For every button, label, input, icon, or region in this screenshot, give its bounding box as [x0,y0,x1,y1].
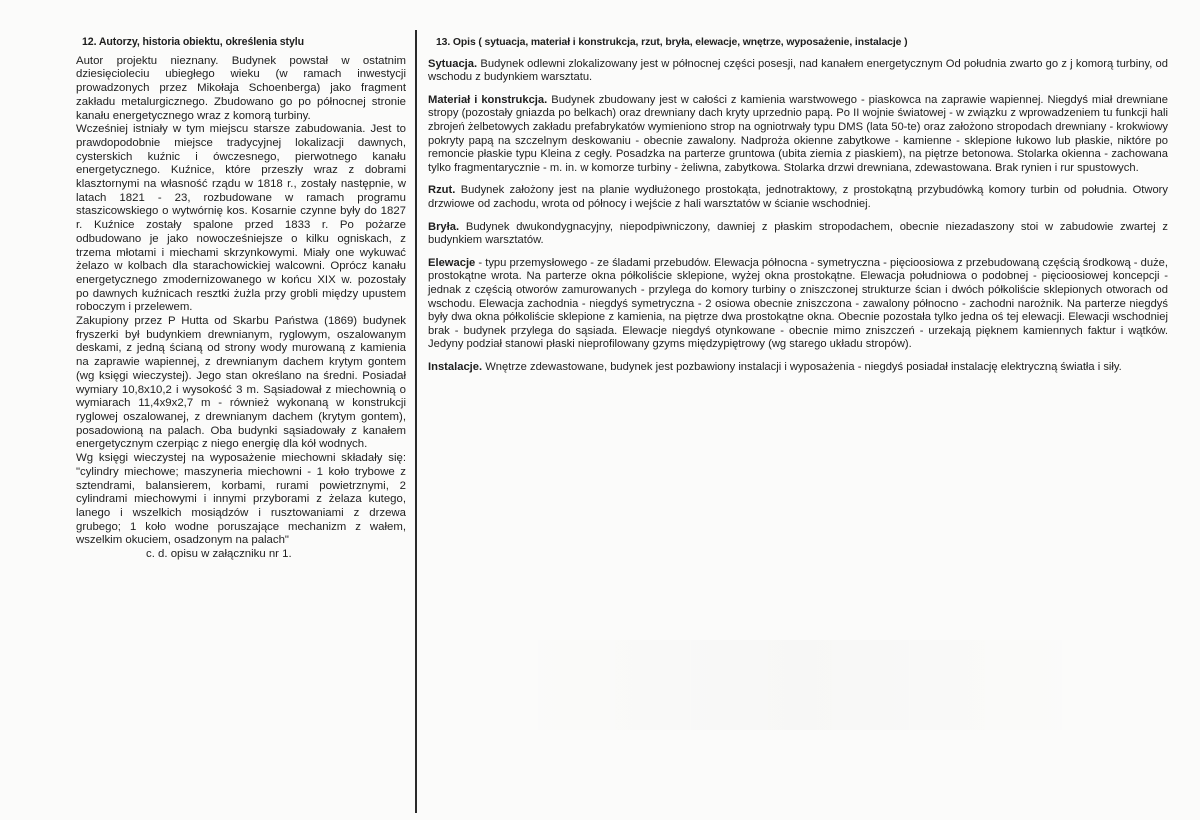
section-heading: Rzut. [428,184,456,197]
section-text: - typu przemysłowego - ze śladami przebudów. Elewacja północna - symetryczna - pięcioosiowa z przebudowaną częścią środkową - duże, prostokątne wrota. Na parterze okna półkoliście sklepione, wyżej okna prostokątne. Elewacja południowa o podobnej - pięcioosiowej koncepcji - jednak z częścią otworów zamurowanych - przylega do komory turbiny o zniszczonej strukturze ścian i dwóch półkoliście sklepionych otworach od wschodu. Elewacja zachodnia - niegdyś symetryczna - 2 osiowa obecnie zniszczona - zawalony północno - zachodni narożnik. Na parterze niegdyś były dwa okna półkoliście sklepione z kamienia, na piętrze dwa prostokątne okna. Obecnie pozostała tylko jedna oś tej elewacji. Elewacji wschodniej brak - budynek przylega do sąsiada. Elewacje niegdyś otynkowane - obecnie mimo zniszczeń - urzekają pięknem kamiennych faktur i wątków. Jedyny podział stanowi płaski nieprofilowany gzyms międzypiętrowy (wg starego układu stropów). [428,256,1168,351]
history-paragraph-1: Autor projektu nieznany. Budynek powstał w ostatnim dziesięcioleciu ubiegłego wieku (w ramach inwestycji prowadzonych przez Mikołaja Schoenberga) jako fragment zakładu metalurgicznego. Zbudowano go po północnej stronie kanału energetycznego wraz z komorą turbiny. [76,54,406,122]
section-form [428,221,1168,248]
section-heading: Materiał i konstrukcja. [428,93,548,106]
section-plan [428,184,1168,211]
history-paragraph-4: Wg księgi wieczystej na wyposażenie miechowni składały się: "cylindry miechowe; maszyneria miechowni - 1 koło trybowe z sztendrami, balansierem, korbami, rurami powietrznymi, 2 cylindrami miechowymi i innymi przyborami z żelaza kutego, lanego i wszelkich mosiądzów i rusztowaniami z drzewa grubego; 1 koło wodne poruszające mechanizm z wałem, wszelkim okuciem, osadzonym na palach" [76,452,406,547]
history-column [76,36,406,562]
section-text: Budynek odlewni zlokalizowany jest w północnej części posesji, nad kanałem energetycznym Od południa zwarto go z j komorą turbiny, od wschodu z budynkiem warsztatu. [428,57,1168,84]
section-elevations [428,257,1168,352]
section-situation [428,58,1168,85]
section-text: Budynek zbudowany jest w całości z kamienia warstwowego - piaskowca na zaprawie wapiennej. Niegdyś miał drewniane stropy (pozostały gniazda po belkach) oraz drewniany dach kryty uprzednio papą. Po II wojnie światowej - w związku z wprowadzeniem tu funkcji hali zbrojeń żelbetowych zakładu prefabrykatów wymieniono strop na ogniotrwały typu DMS (lata 50-te) oraz założono stropodach drewniany - krokwiowy pokryty papą na szczelnym deskowaniu - obecnie zawalony. Nadproża okienne zabytkowe - kamienne - sklepione łukowo lub płaskie, niktóre po remoncie płaskie typu Kleina z cegły. Posadzka na parterze gruntowa (ubita ziemia z piaskiem), na piętrze betonowa. Stolarka okienna - zachowana tylko fragmentarycznie - m. in. w komorze turbiny - żeliwna, zabytkowa. Stolarka drzwi drewniana, zdewastowana. Brak rynien i rur spustowych. [428,93,1169,174]
history-paragraph-3: Zakupiony przez P Hutta od Skarbu Państwa (1869) budynek fryszerki był budynkiem drewnianym, ryglowym, oszalowanym deskami, z jedną ścianą od strony wody murowaną z kamienia na zaprawie wapiennej, z drewnianym dachem krytym gontem (wg księgi wieczystej). Jego stan określano na średni. Posiadał wymiary 10,8x10,2 i wysokość 3 m. Sąsiadował z miechownią o wymiarach 11,4x9x2,7 m - również wykonaną w konstrukcji ryglowej oszalowanej, z drewnianym dachem (krytym gontem), posadowioną na palach. Oba budynki sąsiadowały z kanałem energetycznym czerpiąc z niego energię dla kół wodnych. [76,315,406,451]
section-heading: Elewacje [428,256,476,269]
history-closing-note: c. d. opisu w załączniku nr 1. [146,548,292,561]
section-text: Budynek dwukondygnacyjny, niepodpiwniczony, dawniej z płaskim stropodachem, obecnie niezadaszony stoi w zabudowie zwartej z budynkiem warsztatów. [428,220,1168,247]
description-title: 13. Opis ( sytuacja, materiał i konstrukcja, rzut, bryła, elewacje, wnętrze, wyposażenie, instalacje ) [436,37,908,48]
section-heading: Bryła. [428,220,460,233]
description-column [428,36,1168,383]
history-paragraph-2: Wcześniej istniały w tym miejscu starsze zabudowania. Jest to prawdopodobnie miejsce tradycyjnej lokalizacji dawnych, cysterskich kuźnic i ówczesnego, pierwotnego kanału energetycznego. Kuźnice, które przeszły wraz z dobrami klasztornymi na własność rządu w 1818 r., zostały następnie, w latach 1821 - 23, rozbudowane w ramach programu staszicowskiego o wytwórnię kos. Kosarnie czynne były do 1827 r. Kuźnice zostały spalone przed 1833 r. Po pożarze odbudowano je jako nowocześniejsze o kilku ogniskach, z trzema młotami i miechami skrzynkowymi. Miały one wykuwać żelazo w kolbach dla starachowickiej walcowni. Oprócz kanału energetycznego zmodernizowanego w końcu XIX w. pozostały po dawnych kuźnicach resztki żużla przy grobli między upustem roboczym i przelewem. [76,123,406,314]
section-installations [428,361,1168,375]
history-title: 12. Autorzy, historia obiektu, określenia stylu [82,36,304,48]
section-text: Wnętrze zdewastowane, budynek jest pozbawiony instalacji i wyposażenia - niegdyś posiadał instalację elektryczną światła i siły. [485,360,1122,373]
column-divider [415,30,417,813]
section-material [428,94,1168,176]
section-text: Budynek założony jest na planie wydłużonego prostokąta, jednotraktowy, z prostokątną przybudówką komory turbin od południa. Otwory drzwiowe od zachodu, wrota od północy i wejście z hali warsztatów w ścianie wschodniej. [428,184,1169,210]
scan-smudge [500,640,1100,730]
section-heading: Instalacje. [428,360,483,373]
section-heading: Sytuacja. [428,57,478,70]
